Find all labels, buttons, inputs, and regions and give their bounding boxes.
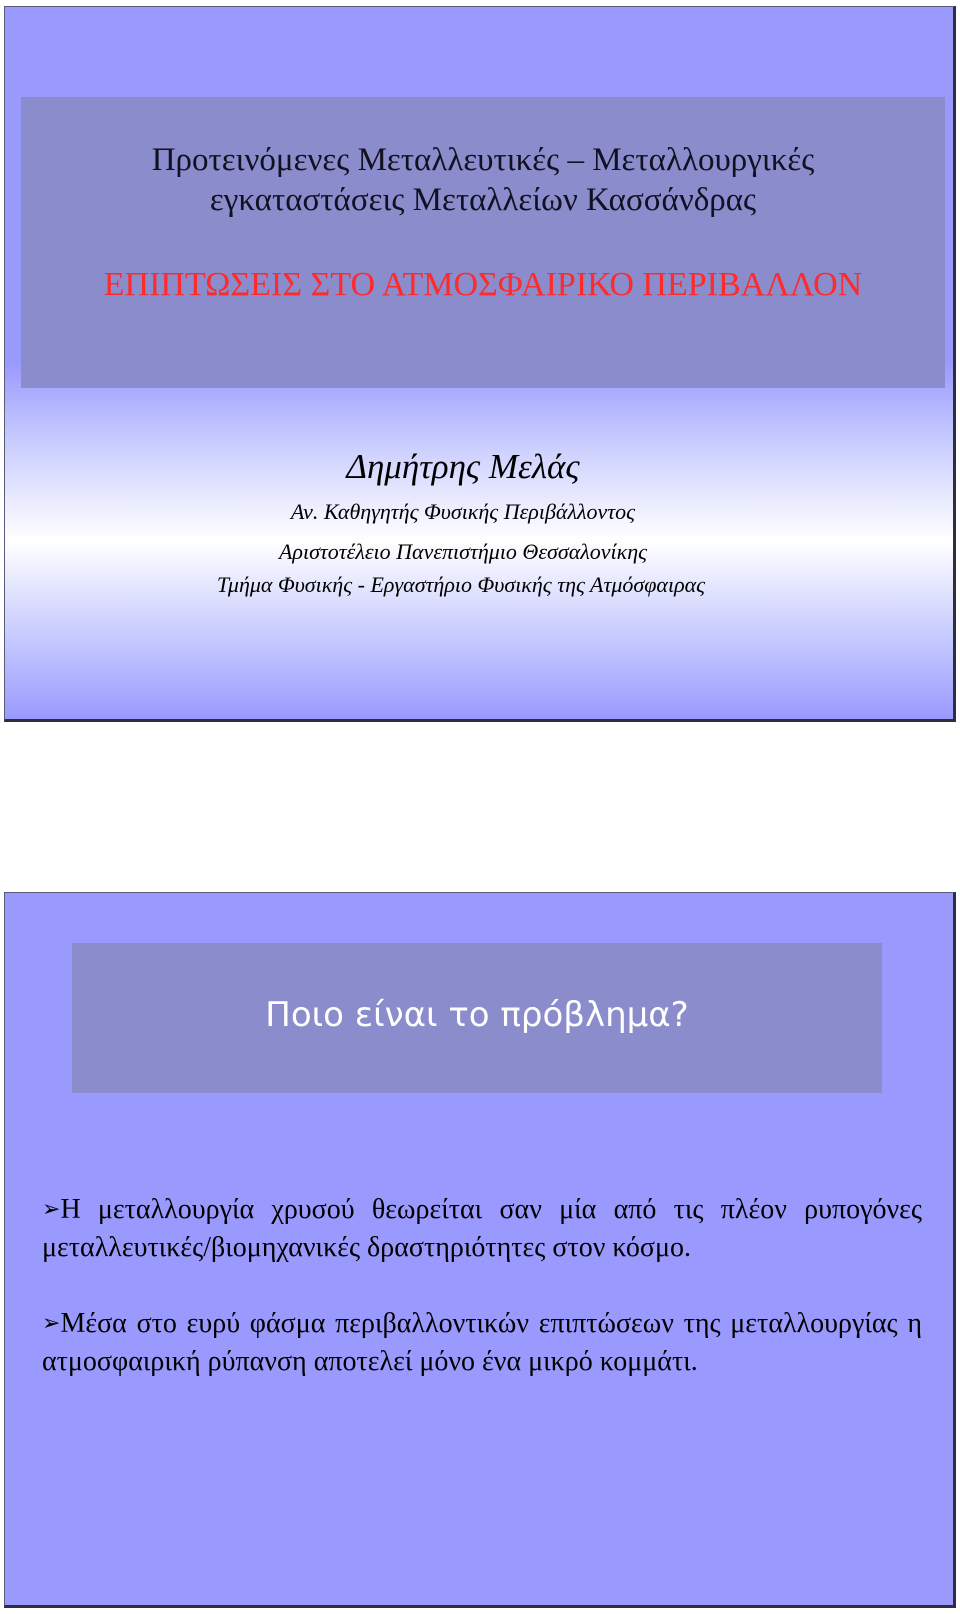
slide-problem xyxy=(4,892,956,1608)
bullet-item xyxy=(42,1305,922,1381)
bullet-text: Η μεταλλουργία χρυσού θεωρείται σαν μία από τις πλέον ρυπογόνες μεταλλευτικές/βιομηχανικές δραστηριότητες στον κόσμο. xyxy=(42,1194,922,1263)
presentation-title-line-1: Προτεινόμενες Μεταλλευτικές – Μεταλλουργικές xyxy=(151,142,815,178)
slide-title-box xyxy=(72,943,882,1093)
arrow-bullet-icon: ➢ xyxy=(42,1197,61,1222)
arrow-bullet-icon: ➢ xyxy=(42,1311,61,1336)
author-position: Αν. Καθηγητής Φυσικής Περιβάλλοντος xyxy=(290,499,636,524)
presentation-subtitle: ΕΠΙΠΤΩΣΕΙΣ ΣΤΟ ΑΤΜΟΣΦΑΙΡΙΚΟ ΠΕΡΙΒΑΛΛΟΝ xyxy=(103,266,863,303)
title-box xyxy=(21,97,945,388)
author-university: Αριστοτέλειο Πανεπιστήμιο Θεσσαλονίκης xyxy=(278,539,648,564)
author-department: Τμήμα Φυσικής - Εργαστήριο Φυσικής της Ατμόσφαιρας xyxy=(216,572,706,597)
bullet-item xyxy=(42,1191,922,1267)
slide-title xyxy=(4,6,956,722)
bullet-text: Μέσα στο ευρύ φάσμα περιβαλλοντικών επιπτώσεων της μεταλλουργίας η ατμοσφαιρική ρύπανση αποτελεί μόνο ένα μικρό κομμάτι. xyxy=(42,1308,922,1377)
author-name: Δημήτρης Μελάς xyxy=(346,447,580,486)
slide-heading: Ποιο είναι το πρόβλημα? xyxy=(265,995,689,1035)
presentation-title-line-2: εγκαταστάσεις Μεταλλείων Κασσάνδρας xyxy=(209,182,757,218)
